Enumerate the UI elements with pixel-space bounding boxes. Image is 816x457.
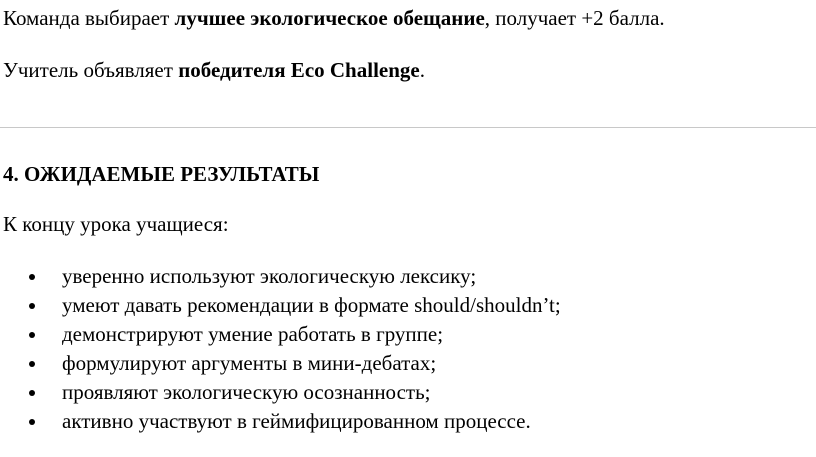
paragraph-text: Учитель объявляет <box>3 58 179 82</box>
bullet-icon <box>29 303 35 309</box>
emphasis-best-eco-promise: лучшее экологическое обещание <box>174 6 485 30</box>
paragraph-text: Команда выбирает <box>3 6 175 30</box>
bullet-icon <box>29 419 35 425</box>
section-heading-expected-results: 4. ОЖИДАЕМЫЕ РЕЗУЛЬТАТЫ <box>3 162 320 186</box>
list-item-text: умеют давать рекомендации в формате should/shouldn’t; <box>62 293 561 317</box>
emphasis-eco-challenge-winner: победителя Eco Challenge <box>178 58 420 82</box>
list-item-text: проявляют экологическую осознанность; <box>62 380 431 404</box>
paragraph-team-choice <box>3 5 665 31</box>
list-item <box>0 350 561 379</box>
bullet-icon <box>29 390 35 396</box>
list-item <box>0 321 561 350</box>
intro-paragraph: К концу урока учащиеся: <box>3 212 229 236</box>
list-item-text: демонстрируют умение работать в группе; <box>62 322 444 346</box>
horizontal-divider <box>0 127 816 128</box>
expected-results-list <box>0 263 561 437</box>
list-item-text: уверенно используют экологическую лексику; <box>62 264 477 288</box>
paragraph-text: . <box>419 58 425 82</box>
list-item <box>0 292 561 321</box>
bullet-icon <box>29 274 35 280</box>
list-item <box>0 263 561 292</box>
list-item-text: активно участвуют в геймифицированном процессе. <box>62 409 531 433</box>
paragraph-teacher-announces <box>3 57 425 83</box>
list-item-text: формулируют аргументы в мини-дебатах; <box>62 351 437 375</box>
list-item <box>0 408 561 437</box>
bullet-icon <box>29 332 35 338</box>
bullet-icon <box>29 361 35 367</box>
list-item <box>0 379 561 408</box>
paragraph-text: , получает +2 балла. <box>484 6 665 30</box>
